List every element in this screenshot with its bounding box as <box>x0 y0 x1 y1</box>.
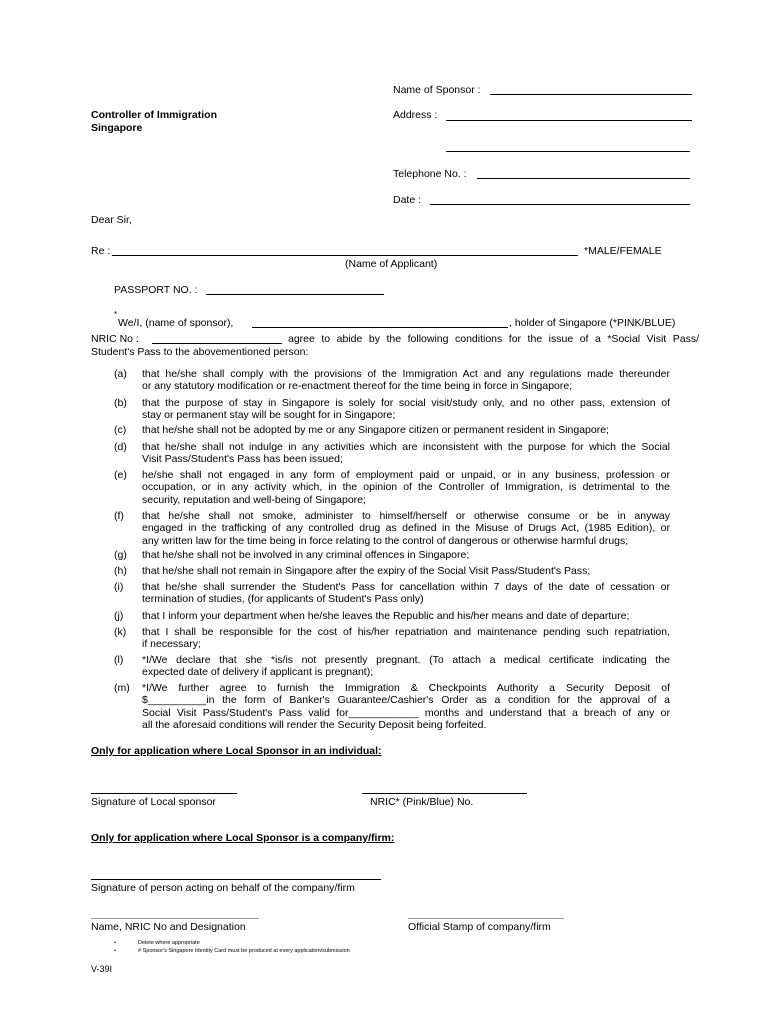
address-field-line1[interactable] <box>446 120 692 121</box>
condition-text-line: security, reputation and well-being of Singapore; <box>142 493 366 506</box>
condition-key: (j) <box>114 610 124 622</box>
condition-text-line: or any statutory modification or re-enactment thereof for the time being in force in Singapore; <box>142 380 573 393</box>
asterisk-mark: * <box>114 310 118 319</box>
nric-field[interactable] <box>152 343 282 344</box>
company-heading: Only for application where Local Sponsor is a company/firm: <box>91 832 395 844</box>
condition-text-line: that I shall be responsible for the cost of his/her repatriation and maintenance pending such repatriation, <box>142 626 670 638</box>
company-signature-label: Signature of person acting on behalf of the company/firm <box>91 882 355 894</box>
condition-text-line: that he/she shall surrender the Student's Pass for cancellation within 7 days of the date of cessation or <box>142 581 670 593</box>
condition-key: (f) <box>114 510 124 522</box>
condition-key: (b) <box>114 397 127 409</box>
footnote-bullet-2: • <box>114 948 116 954</box>
condition-key: (e) <box>114 469 127 481</box>
condition-text-line: that he/she shall not smoke, administer to himself/herself or otherwise consume or be in anyway <box>142 510 670 522</box>
condition-text-line: all the aforesaid conditions will render the Security Deposit being forfeited. <box>142 718 487 731</box>
re-label: Re : <box>91 245 111 257</box>
we-i-label: We/I, (name of sponsor), <box>118 317 234 329</box>
condition-key: (k) <box>114 626 127 638</box>
condition-text-line: engaged in the trafficking of any controlled drug as defined in the Misuse of Drugs Act, (1985 Edition), or <box>142 522 670 535</box>
condition-key: (a) <box>114 368 127 380</box>
condition-text-line: if necessary; <box>142 638 201 651</box>
condition-key: (g) <box>114 549 127 561</box>
condition-text-line: any written law for the time being in force relating to the control of dangerous or otherwise harmful drugs; <box>142 534 629 547</box>
condition-text-line: that the purpose of stay in Singapore is solely for social visit/study only, and no other pass, extension of <box>142 397 670 409</box>
name-nric-designation-label: Name, NRIC No and Designation <box>91 921 246 933</box>
condition-text-line: that he/she shall not be adopted by me or any Singapore citizen or permanent resident in Singapore; <box>142 424 609 436</box>
condition-key: (i) <box>114 581 124 593</box>
agree-text: agree to abide by the following conditions for the issue of a *Social Visit Pass/ <box>288 333 699 345</box>
condition-text-line: that he/she shall not be involved in any criminal offences in Singapore; <box>142 549 470 561</box>
condition-text-line: Visit Pass/Student's Pass has been issued; <box>142 453 343 466</box>
local-sponsor-signature-field[interactable] <box>91 793 237 794</box>
form-code: V-39I <box>91 964 113 974</box>
condition-key: (c) <box>114 424 127 436</box>
condition-text-line: he/she shall not engaged in any form of employment paid or unpaid, or in any business, profession or <box>142 469 670 481</box>
condition-text-line: stay or permanent stay will be sought for in Singapore; <box>142 409 396 422</box>
passport-field[interactable] <box>206 294 384 295</box>
address-field-line2[interactable] <box>446 151 690 152</box>
footnote-2: # Sponsor's Singapore Identity Card must be produced at every application/submission <box>138 948 350 954</box>
condition-text-line: expected date of delivery if applicant is pregnant); <box>142 666 374 679</box>
condition-text-line: $__________in the form of Banker's Guarantee/Cashier's Order as a condition for the approval of a <box>142 694 670 707</box>
condition-key: (h) <box>114 565 127 577</box>
company-signature-field[interactable] <box>91 879 381 880</box>
condition-text-line: that he/she shall not remain in Singapore after the expiry of the Social Visit Pass/Student's Pass; <box>142 565 591 577</box>
name-of-sponsor-label: Name of Sponsor : <box>393 84 481 96</box>
passport-label: PASSPORT NO. : <box>114 284 198 296</box>
name-nric-designation-field[interactable] <box>91 918 259 919</box>
controller-line2: Singapore <box>91 122 143 134</box>
gender-option: *MALE/FEMALE <box>584 245 662 257</box>
condition-text-line: that I inform your department when he/she leaves the Republic and his/her means and date of departure; <box>142 610 630 622</box>
official-stamp-field[interactable] <box>408 918 564 919</box>
telephone-field[interactable] <box>477 178 690 179</box>
date-label: Date : <box>393 194 422 206</box>
nric-label: NRIC No : <box>91 333 139 345</box>
footnote-bullet-1: • <box>114 940 116 946</box>
holder-text: , holder of Singapore (*PINK/BLUE) <box>509 317 676 329</box>
applicant-name-caption: (Name of Applicant) <box>345 258 438 270</box>
sponsor-name-field[interactable] <box>252 327 508 328</box>
telephone-label: Telephone No. : <box>393 168 467 180</box>
condition-text-line: *I/We declare that she *is/is not presently pregnant. (To attach a medical certificate indicating the <box>142 654 670 666</box>
date-field[interactable] <box>430 204 690 205</box>
name-of-sponsor-field[interactable] <box>490 94 692 95</box>
condition-text-line: occupation, or in any activity which, in the opinion of the Controller of Immigration, is detrimental to the <box>142 481 670 494</box>
footnote-1: Delete where appropriate <box>138 940 200 946</box>
nric-pink-blue-field[interactable] <box>362 793 527 794</box>
condition-text-line: that he/she shall not indulge in any activities which are inconsistent with the purpose for which the Social <box>142 441 670 453</box>
condition-text-line: that he/she shall comply with the provisions of the Immigration Act and any regulations made thereunder <box>142 368 670 380</box>
individual-heading: Only for application where Local Sponsor in an individual: <box>91 745 382 757</box>
condition-text-line: *I/We further agree to furnish the Immigration & Checkpoints Authority a Security Deposit of <box>142 682 670 694</box>
salutation: Dear Sir, <box>91 214 132 226</box>
applicant-name-field[interactable] <box>112 255 578 256</box>
nric-pink-blue-label: NRIC* (Pink/Blue) No. <box>370 796 474 808</box>
condition-text-line: termination of studies, (for applicants of Student's Pass only) <box>142 593 424 606</box>
condition-text-line: Social Visit Pass/Student's Pass valid for____________ months and understand that a breach of any or <box>142 706 670 719</box>
official-stamp-label: Official Stamp of company/firm <box>408 921 551 933</box>
local-sponsor-signature-label: Signature of Local sponsor <box>91 796 216 808</box>
address-label: Address : <box>393 109 438 121</box>
controller-line1: Controller of Immigration <box>91 109 217 121</box>
intro-line3: Student's Pass to the abovementioned person: <box>91 346 309 358</box>
condition-key: (d) <box>114 441 127 453</box>
condition-key: (m) <box>114 682 130 694</box>
condition-key: (l) <box>114 654 124 666</box>
